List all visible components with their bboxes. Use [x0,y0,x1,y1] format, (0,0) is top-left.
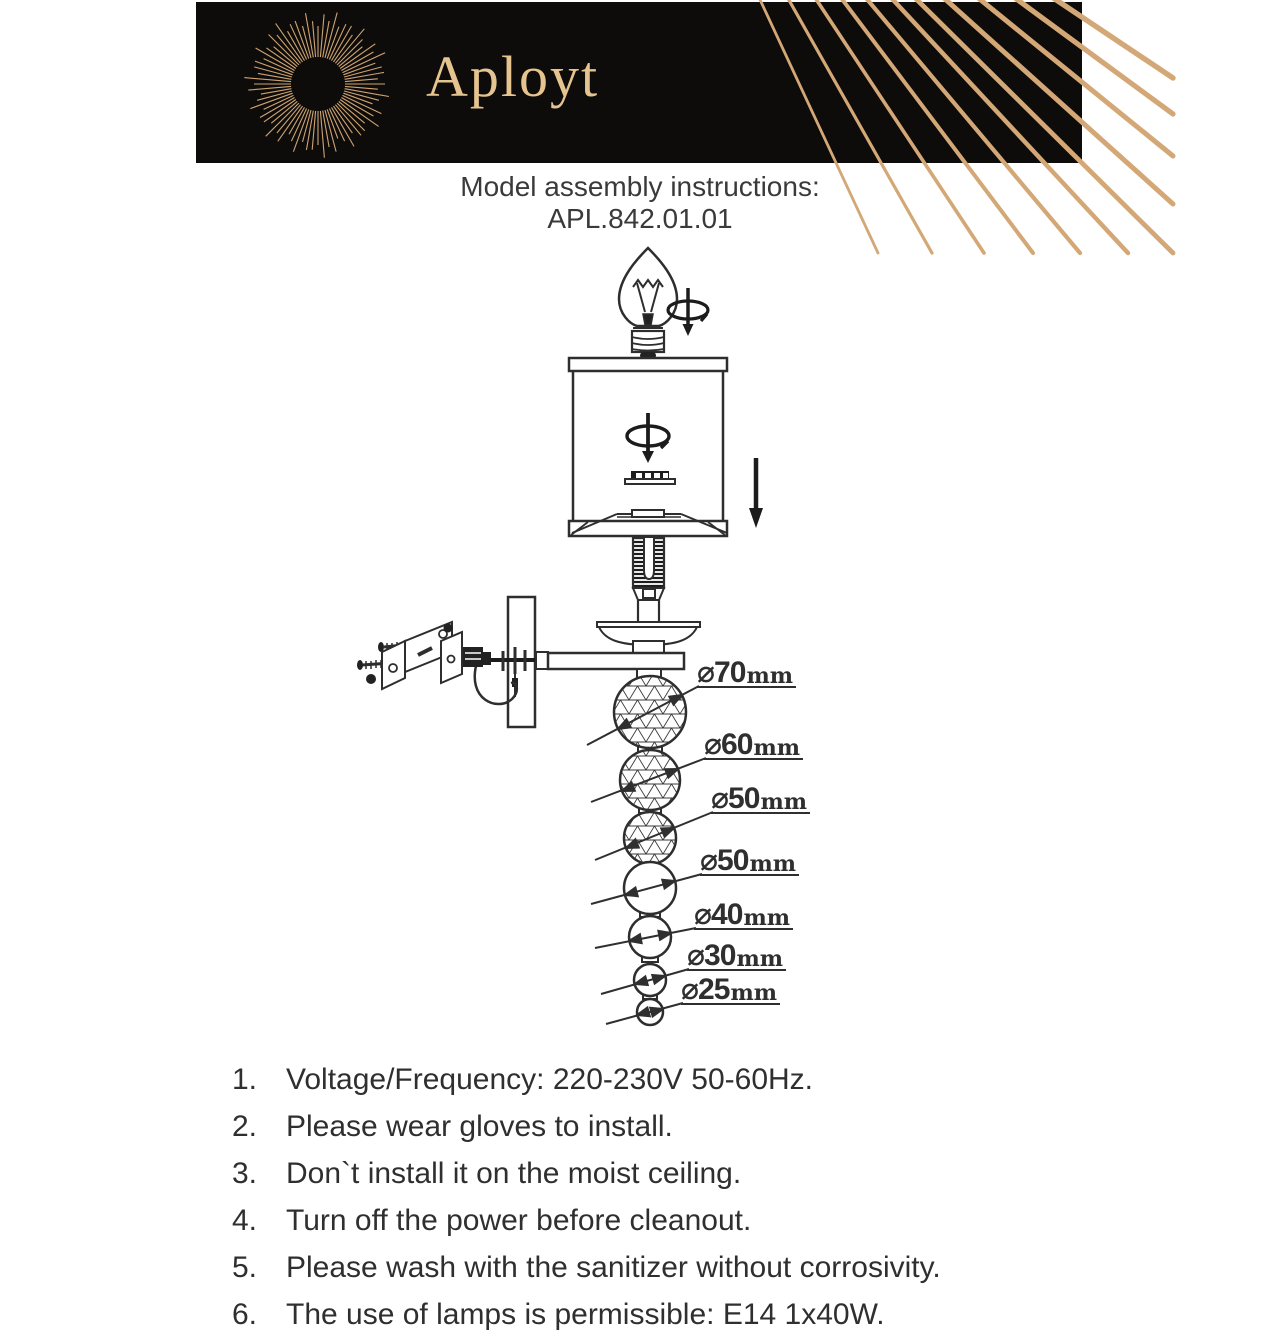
instruction-item: 4. Turn off the power before cleanout. [232,1204,752,1237]
rotate-icon-shade [627,413,669,463]
dimension-label-50mm-smooth: ⌀50 mm [700,844,799,876]
dimension-label-70mm: ⌀70 mm [697,656,796,688]
page-title: Model assembly instructions: [460,171,820,202]
instruction-item: 6. The use of lamps is permissible: E14 1x40W. [232,1298,885,1331]
dimension-label-60mm: ⌀60 mm [704,728,803,760]
instruction-item: 5. Please wash with the sanitizer without corrosivity. [232,1251,941,1284]
down-arrow-icon [749,458,763,528]
dimension-label-25mm: ⌀25 mm [681,973,780,1005]
instruction-item: 3. Don`t install it on the moist ceiling. [232,1157,742,1190]
instruction-list [232,1056,1072,1338]
bobeche-drawing [597,622,700,653]
candle-bulb-drawing [619,248,677,359]
brand-name: Aployt [426,44,600,109]
mounting-hardware-drawing [357,622,491,689]
socket-holder-drawing [625,471,675,484]
instruction-item: 1. Voltage/Frequency: 220-230V 50-60Hz. [232,1063,814,1096]
brand-banner [196,2,1082,163]
lamp-socket-drawing [633,538,664,622]
dimension-label-50mm-faceted: ⌀50 mm [711,782,810,814]
instruction-item: 2. Please wear gloves to install. [232,1110,673,1143]
starburst-logo-icon [244,13,389,158]
banner-art [196,2,1082,163]
model-number: APL.842.01.01 [547,203,733,234]
dimension-label-40mm: ⌀40 mm [694,898,793,930]
dimension-label-30mm: ⌀30 mm [687,939,786,971]
